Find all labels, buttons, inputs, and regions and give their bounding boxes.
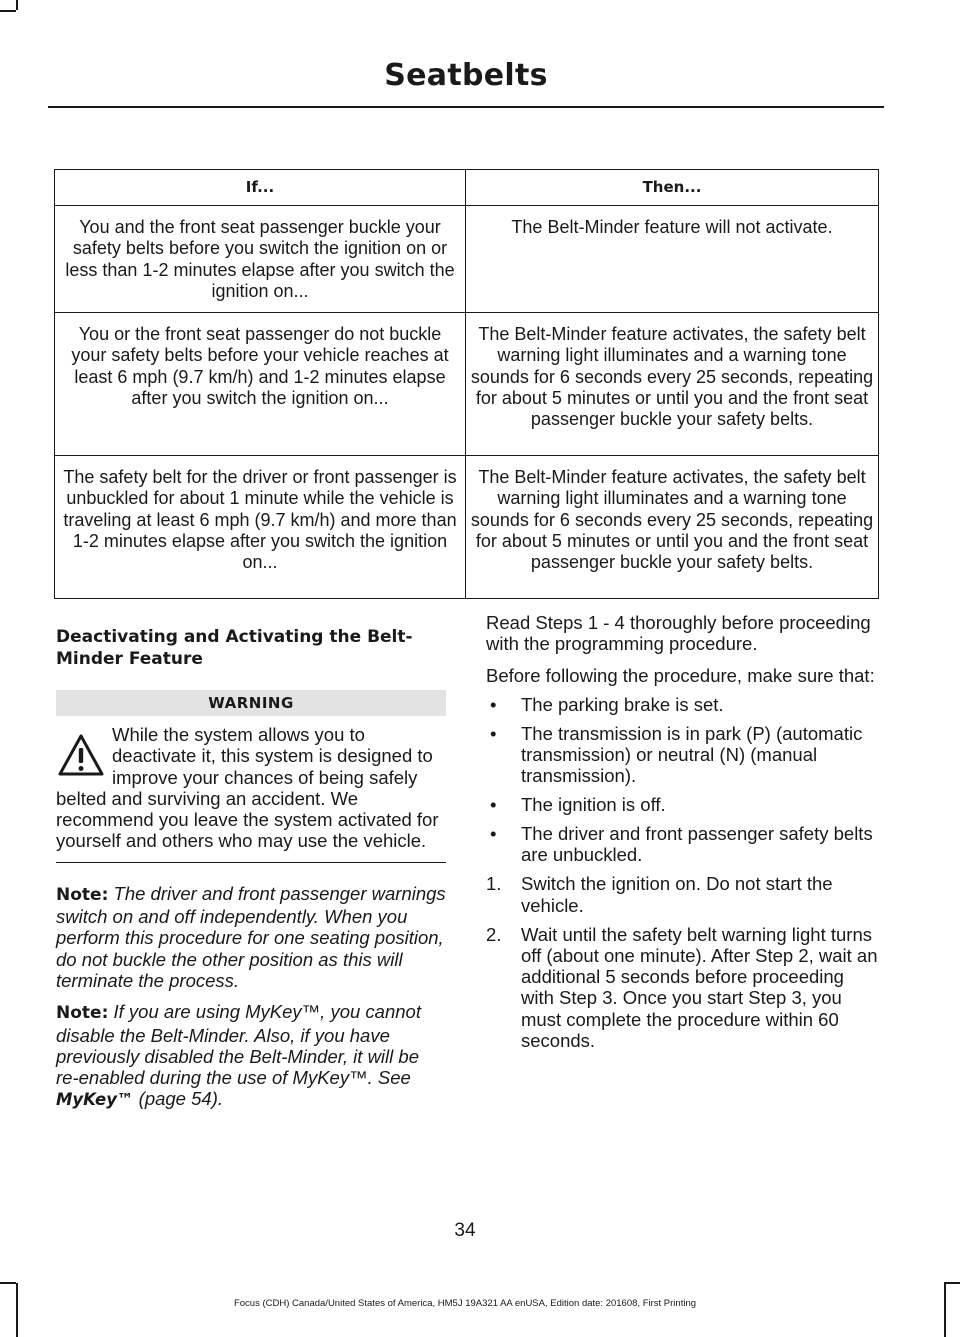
crop-mark bbox=[16, 0, 18, 10]
bullet-mark: • bbox=[490, 794, 497, 816]
note-text: If you are using MyKey™, you cannot disable the Belt-Minder. Also, if you have previously disabled the Belt-Minder, it will be re-enabled during the use of MyKey™. See bbox=[56, 1001, 421, 1089]
step-number: 1. bbox=[486, 873, 502, 895]
list-item: • The ignition is off. bbox=[490, 794, 666, 816]
page-reference: (page 54). bbox=[138, 1088, 223, 1110]
left-column bbox=[56, 612, 446, 1111]
warning-box bbox=[56, 724, 446, 863]
table-row bbox=[55, 206, 879, 313]
list-item: • The transmission is in park (P) (automatic transmission) or neutral (N) (manual transmission). bbox=[490, 722, 863, 787]
header-then: Then... bbox=[466, 170, 879, 206]
mykey-reference-link[interactable]: MyKey™ bbox=[56, 1090, 134, 1110]
bullet-mark: • bbox=[490, 722, 497, 744]
cell-if: You and the front seat passenger buckle your safety belts before you switch the ignition on or less than 1-2 minutes elapse after you switch the ignition on... bbox=[55, 206, 466, 313]
warning-text: While the system allows you to deactivate it, this system is designed to improve your chances of being safely belted and surviving an accident. We recommend you leave the system activated for yourself and others who may use the vehicle. bbox=[56, 724, 439, 852]
page-number: 34 bbox=[454, 1220, 476, 1241]
edition-footer: Focus (CDH) Canada/United States of America, HM5J 19A321 AA enUSA, Edition date: 201608, First Printing bbox=[233, 1298, 697, 1309]
cell-then: The Belt-Minder feature will not activate. bbox=[466, 206, 879, 313]
warning-label: WARNING bbox=[56, 690, 446, 716]
cell-then: The Belt-Minder feature activates, the safety belt warning light illuminates and a warning tone sounds for 6 seconds every 25 seconds, repeating for about 5 minutes or until you and the front seat passenger buckle your safety belts. bbox=[466, 313, 879, 456]
list-item: • The driver and front passenger safety belts are unbuckled. bbox=[490, 822, 873, 866]
list-item: • The parking brake is set. bbox=[490, 693, 724, 715]
crop-mark bbox=[16, 1283, 18, 1337]
intro-paragraph: Read Steps 1 - 4 thoroughly before proceeding with the programming procedure. bbox=[486, 612, 871, 655]
warning-triangle-icon bbox=[56, 730, 106, 784]
crop-mark bbox=[944, 1283, 946, 1337]
list-item: 2. Wait until the safety belt warning light turns off (about one minute). After Step 2, wait an additional 5 seconds before proceeding with Step 3. Once you start Step 3, you must complete the procedure within 60 seconds. bbox=[486, 923, 878, 1052]
crop-mark bbox=[0, 1282, 16, 1284]
note-label: Note: bbox=[56, 1003, 109, 1024]
table-header-row bbox=[55, 170, 879, 206]
cell-if: You or the front seat passenger do not buckle your safety belts before your vehicle reaches at least 6 mph (9.7 km/h) and 1-2 minutes elapse after you switch the ignition on... bbox=[55, 313, 466, 456]
table-row bbox=[55, 456, 879, 599]
step-list bbox=[486, 873, 880, 1051]
list-item: 1. Switch the ignition on. Do not start the vehicle. bbox=[486, 873, 833, 916]
right-column bbox=[486, 612, 880, 1059]
note-mykey bbox=[56, 1001, 446, 1110]
before-paragraph: Before following the procedure, make sure that: bbox=[486, 664, 875, 686]
bullet-mark: • bbox=[490, 693, 497, 715]
precondition-list bbox=[486, 694, 880, 866]
if-then-table bbox=[54, 169, 879, 599]
crop-mark bbox=[944, 1282, 960, 1284]
cell-if: The safety belt for the driver or front passenger is unbuckled for about 1 minute while the vehicle is traveling at least 6 mph (9.7 km/h) and more than 1-2 minutes elapse after you switch the ignition on... bbox=[55, 456, 466, 599]
step-number: 2. bbox=[486, 923, 502, 945]
header-if: If... bbox=[55, 170, 466, 206]
page-title: Seatbelts bbox=[384, 58, 548, 93]
note-independent-warnings bbox=[56, 883, 446, 991]
cell-then: The Belt-Minder feature activates, the safety belt warning light illuminates and a warning tone sounds for 6 seconds every 25 seconds, repeating for about 5 minutes or until you and the front seat passenger buckle your safety belts. bbox=[466, 456, 879, 599]
bullet-mark: • bbox=[490, 822, 497, 844]
table-row bbox=[55, 313, 879, 456]
note-label: Note: bbox=[56, 884, 109, 905]
crop-mark bbox=[0, 10, 16, 12]
section-heading: Deactivating and Activating the Belt-Minder Feature bbox=[56, 627, 413, 669]
note-text: The driver and front passenger warnings switch on and off independently. When you perform this procedure for one seating position, do not buckle the other position as this will terminate the process. bbox=[56, 882, 446, 991]
title-rule bbox=[48, 106, 884, 108]
